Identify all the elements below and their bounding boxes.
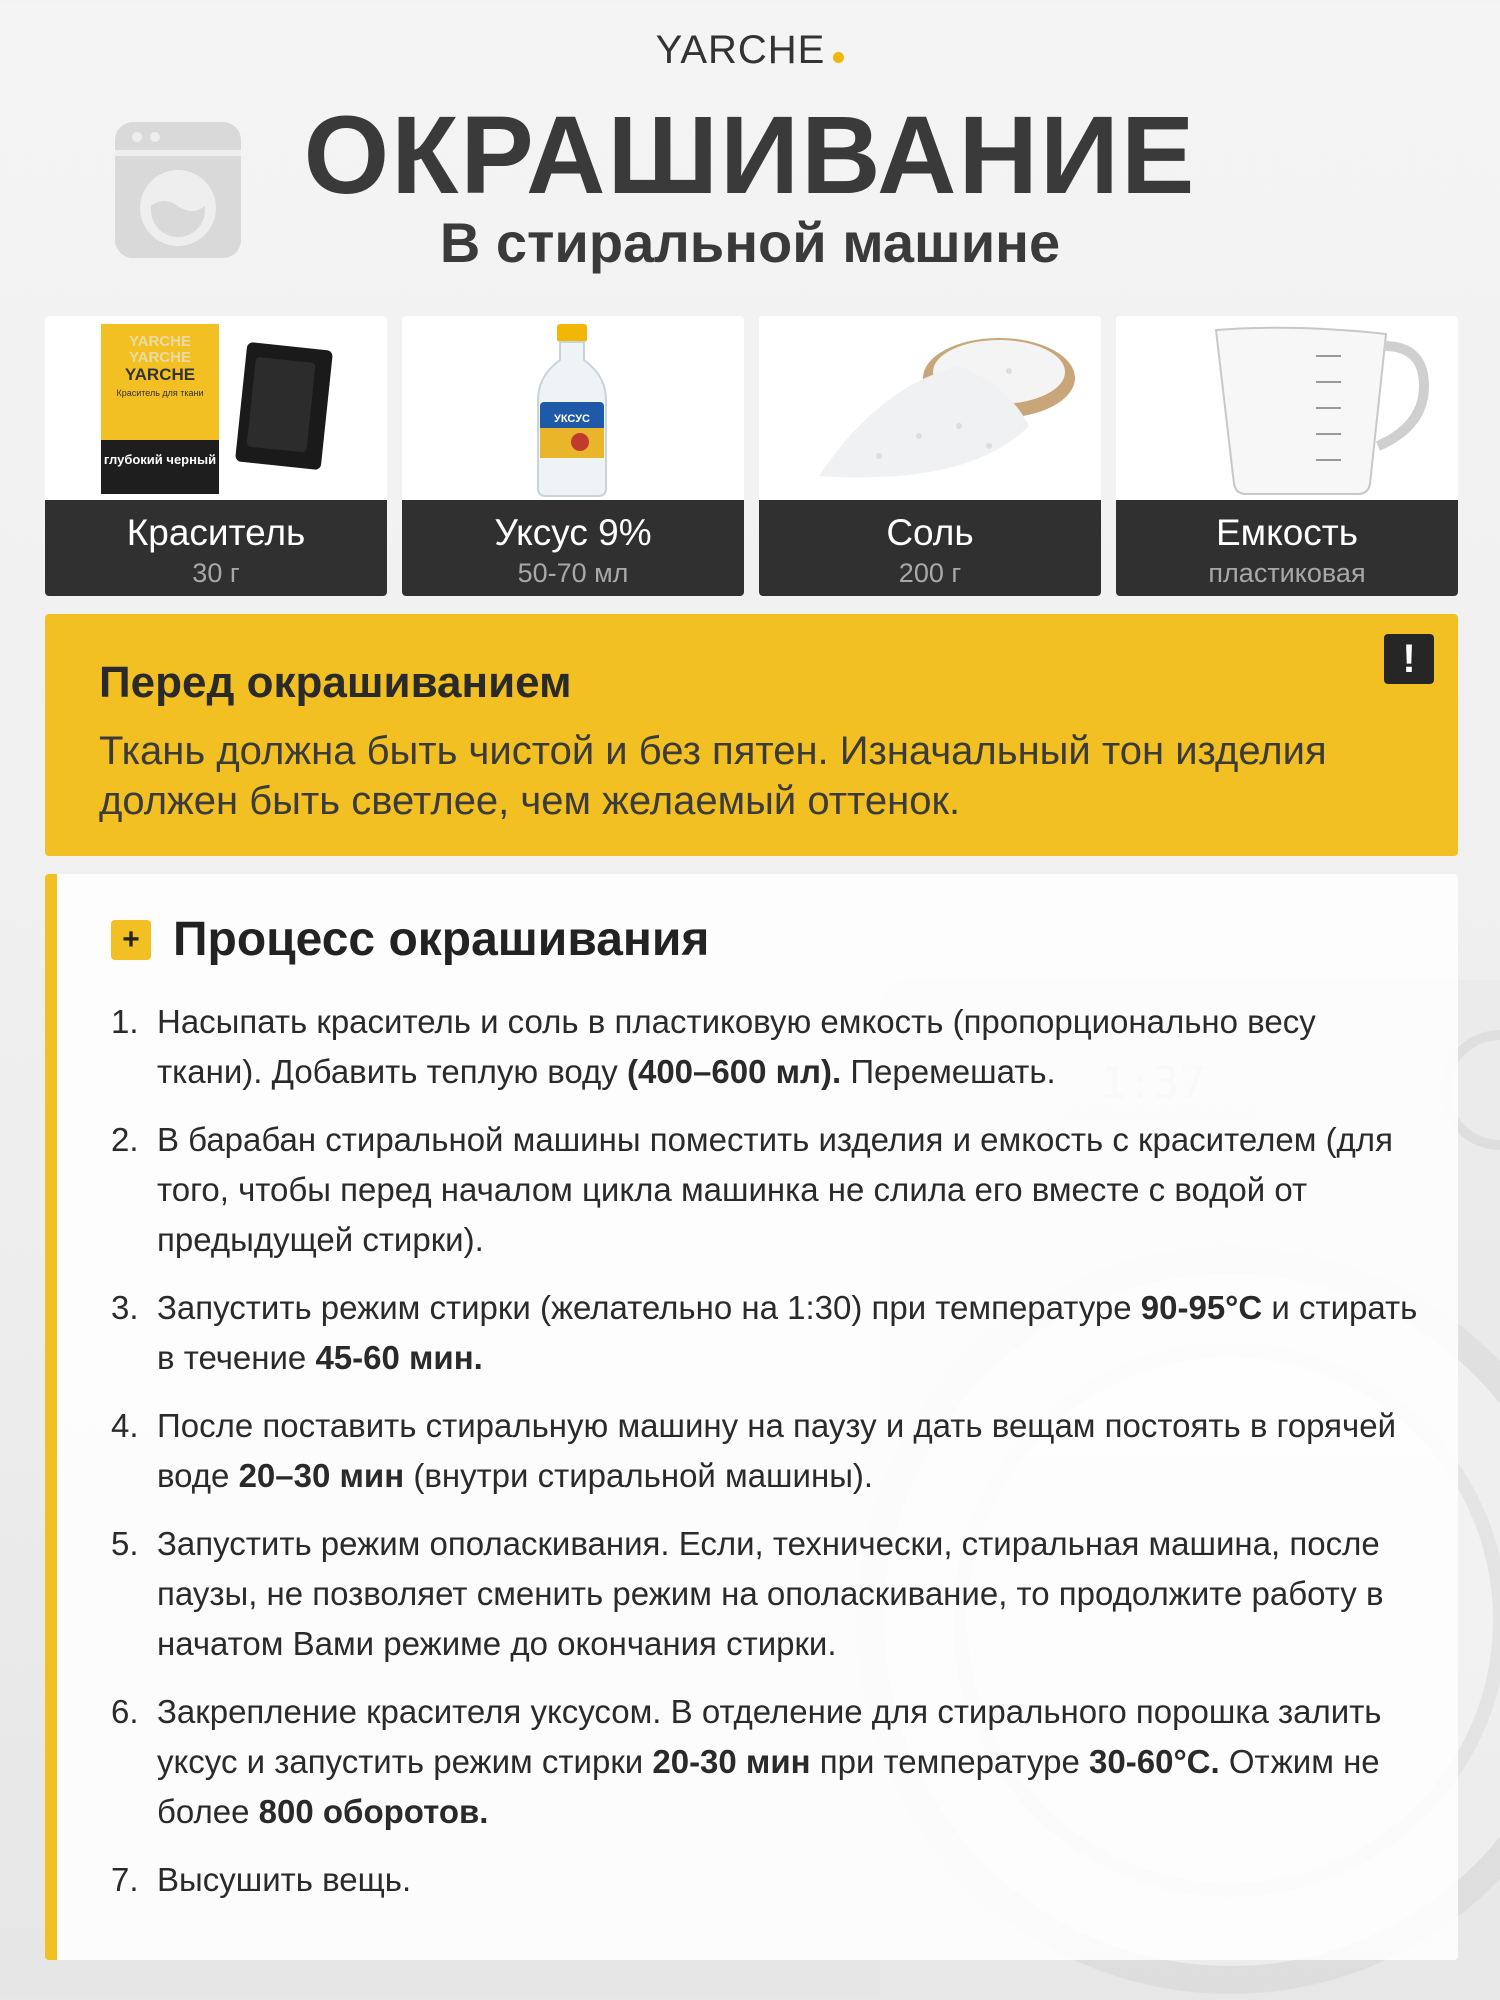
measuring-jug-image [1116, 316, 1458, 500]
step-highlight: 20–30 мин [238, 1457, 405, 1494]
brand-logo: YARCHE [0, 28, 1500, 73]
ingredient-qty: 50-70 мл [517, 558, 629, 588]
step-highlight: 90-95°C [1140, 1289, 1263, 1326]
ingredient-card-vinegar [402, 316, 744, 596]
ingredient-qty: пластиковая [1208, 558, 1366, 588]
ingredients-row [45, 316, 1458, 596]
step-text [157, 1401, 1418, 1501]
step-number: 1. [111, 1003, 139, 1040]
step-number: 5. [111, 1525, 139, 1562]
step-text-part: и стирать в течение [157, 1289, 1418, 1376]
step-highlight: 20-30 мин [652, 1743, 811, 1780]
step-number: 6. [111, 1693, 139, 1730]
brand-dot [833, 52, 844, 63]
svg-text:YARCHE: YARCHE [124, 365, 196, 384]
process-step [111, 1115, 1418, 1265]
step-text-part: Насыпать краситель и соль в пластиковую емкость (пропорционально весу ткани). Добавить теплую воду [157, 1003, 1316, 1090]
ingredient-qty: 200 г [898, 558, 962, 588]
vinegar-bottle-image [402, 316, 744, 500]
process-step [111, 1687, 1418, 1837]
step-text [157, 1519, 1418, 1669]
step-text-part: Перемешать. [841, 1053, 1056, 1090]
step-number: 3. [111, 1289, 139, 1326]
ingredient-name: Емкость [1215, 512, 1359, 553]
ingredient-card-dye [45, 316, 387, 596]
step-highlight: (400–600 мл). [626, 1053, 842, 1090]
page-title: ОКРАШИВАНИЕ [303, 94, 1197, 217]
process-title: Процесс окрашивания [173, 913, 710, 966]
process-step [111, 1401, 1418, 1501]
step-highlight: 30-60°C. [1089, 1743, 1220, 1780]
step-text-part: Запустить режим ополаскивания. Если, технически, стиральная машина, после паузы, не позволяет сменить режим на ополаскивание, то продолжите работу в начатом Вами режиме до окончания стирки. [157, 1525, 1384, 1662]
step-text-part: при температуре [810, 1743, 1090, 1780]
plus-icon: + [111, 920, 151, 960]
ingredient-card-salt [759, 316, 1101, 596]
process-step [111, 1283, 1418, 1383]
svg-text:Краситель для ткани: Краситель для ткани [116, 388, 204, 398]
dye-image [45, 316, 387, 500]
step-text-part: Закрепление красителя уксусом. В отделение для стирального порошка залить уксус и запустить режим стирки [157, 1693, 1382, 1780]
svg-text:УКСУС: УКСУС [554, 413, 590, 425]
ingredient-name: Соль [886, 512, 974, 553]
ingredient-qty: 30 г [192, 558, 240, 588]
ingredient-card-container [1116, 316, 1458, 596]
step-text [157, 1687, 1418, 1837]
warning-title: Перед окрашиванием [99, 658, 572, 707]
step-text-part: Отжим не более [157, 1743, 1380, 1830]
ingredient-name: Краситель [126, 512, 306, 553]
process-step [111, 1519, 1418, 1669]
step-text [157, 997, 1418, 1097]
step-text-part: Запустить режим стирки (желательно на 1:30) при температуре [157, 1289, 1141, 1326]
step-text [157, 1283, 1418, 1383]
step-text-part: (внутри стиральной машины). [404, 1457, 874, 1494]
step-text-part: Высушить вещь. [157, 1861, 412, 1898]
svg-text:YARCHE: YARCHE [129, 349, 191, 366]
process-step [111, 997, 1418, 1097]
step-highlight: 800 оборотов. [258, 1793, 489, 1830]
step-highlight: 45-60 мин. [315, 1339, 483, 1376]
svg-text:глубокий черный: глубокий черный [103, 452, 217, 467]
process-step [111, 1855, 1418, 1905]
page-subtitle: В стиральной машине [439, 211, 1061, 274]
exclamation-icon: ! [1384, 634, 1434, 684]
warning-block [45, 614, 1458, 856]
svg-text:YARCHE: YARCHE [129, 333, 191, 350]
step-number: 2. [111, 1121, 139, 1158]
process-card [45, 874, 1458, 1960]
step-text [157, 1855, 1418, 1905]
step-number: 4. [111, 1407, 139, 1444]
step-number: 7. [111, 1861, 139, 1898]
step-text-part: После поставить стиральную машину на паузу и дать вещам постоять в горячей воде [157, 1407, 1397, 1494]
salt-bowl-image [759, 316, 1101, 500]
warning-text: Ткань должна быть чистой и без пятен. Изначальный тон изделия должен быть светлее, чем желаемый оттенок. [99, 729, 1327, 823]
step-text-part: В барабан стиральной машины поместить изделия и емкость с красителем (для того, чтобы перед началом цикла машинка не слила его вместе с водой от предыдущей стирки). [157, 1121, 1393, 1258]
step-text [157, 1115, 1418, 1265]
process-steps-list [111, 997, 1418, 1905]
ingredient-name: Уксус 9% [494, 512, 652, 553]
